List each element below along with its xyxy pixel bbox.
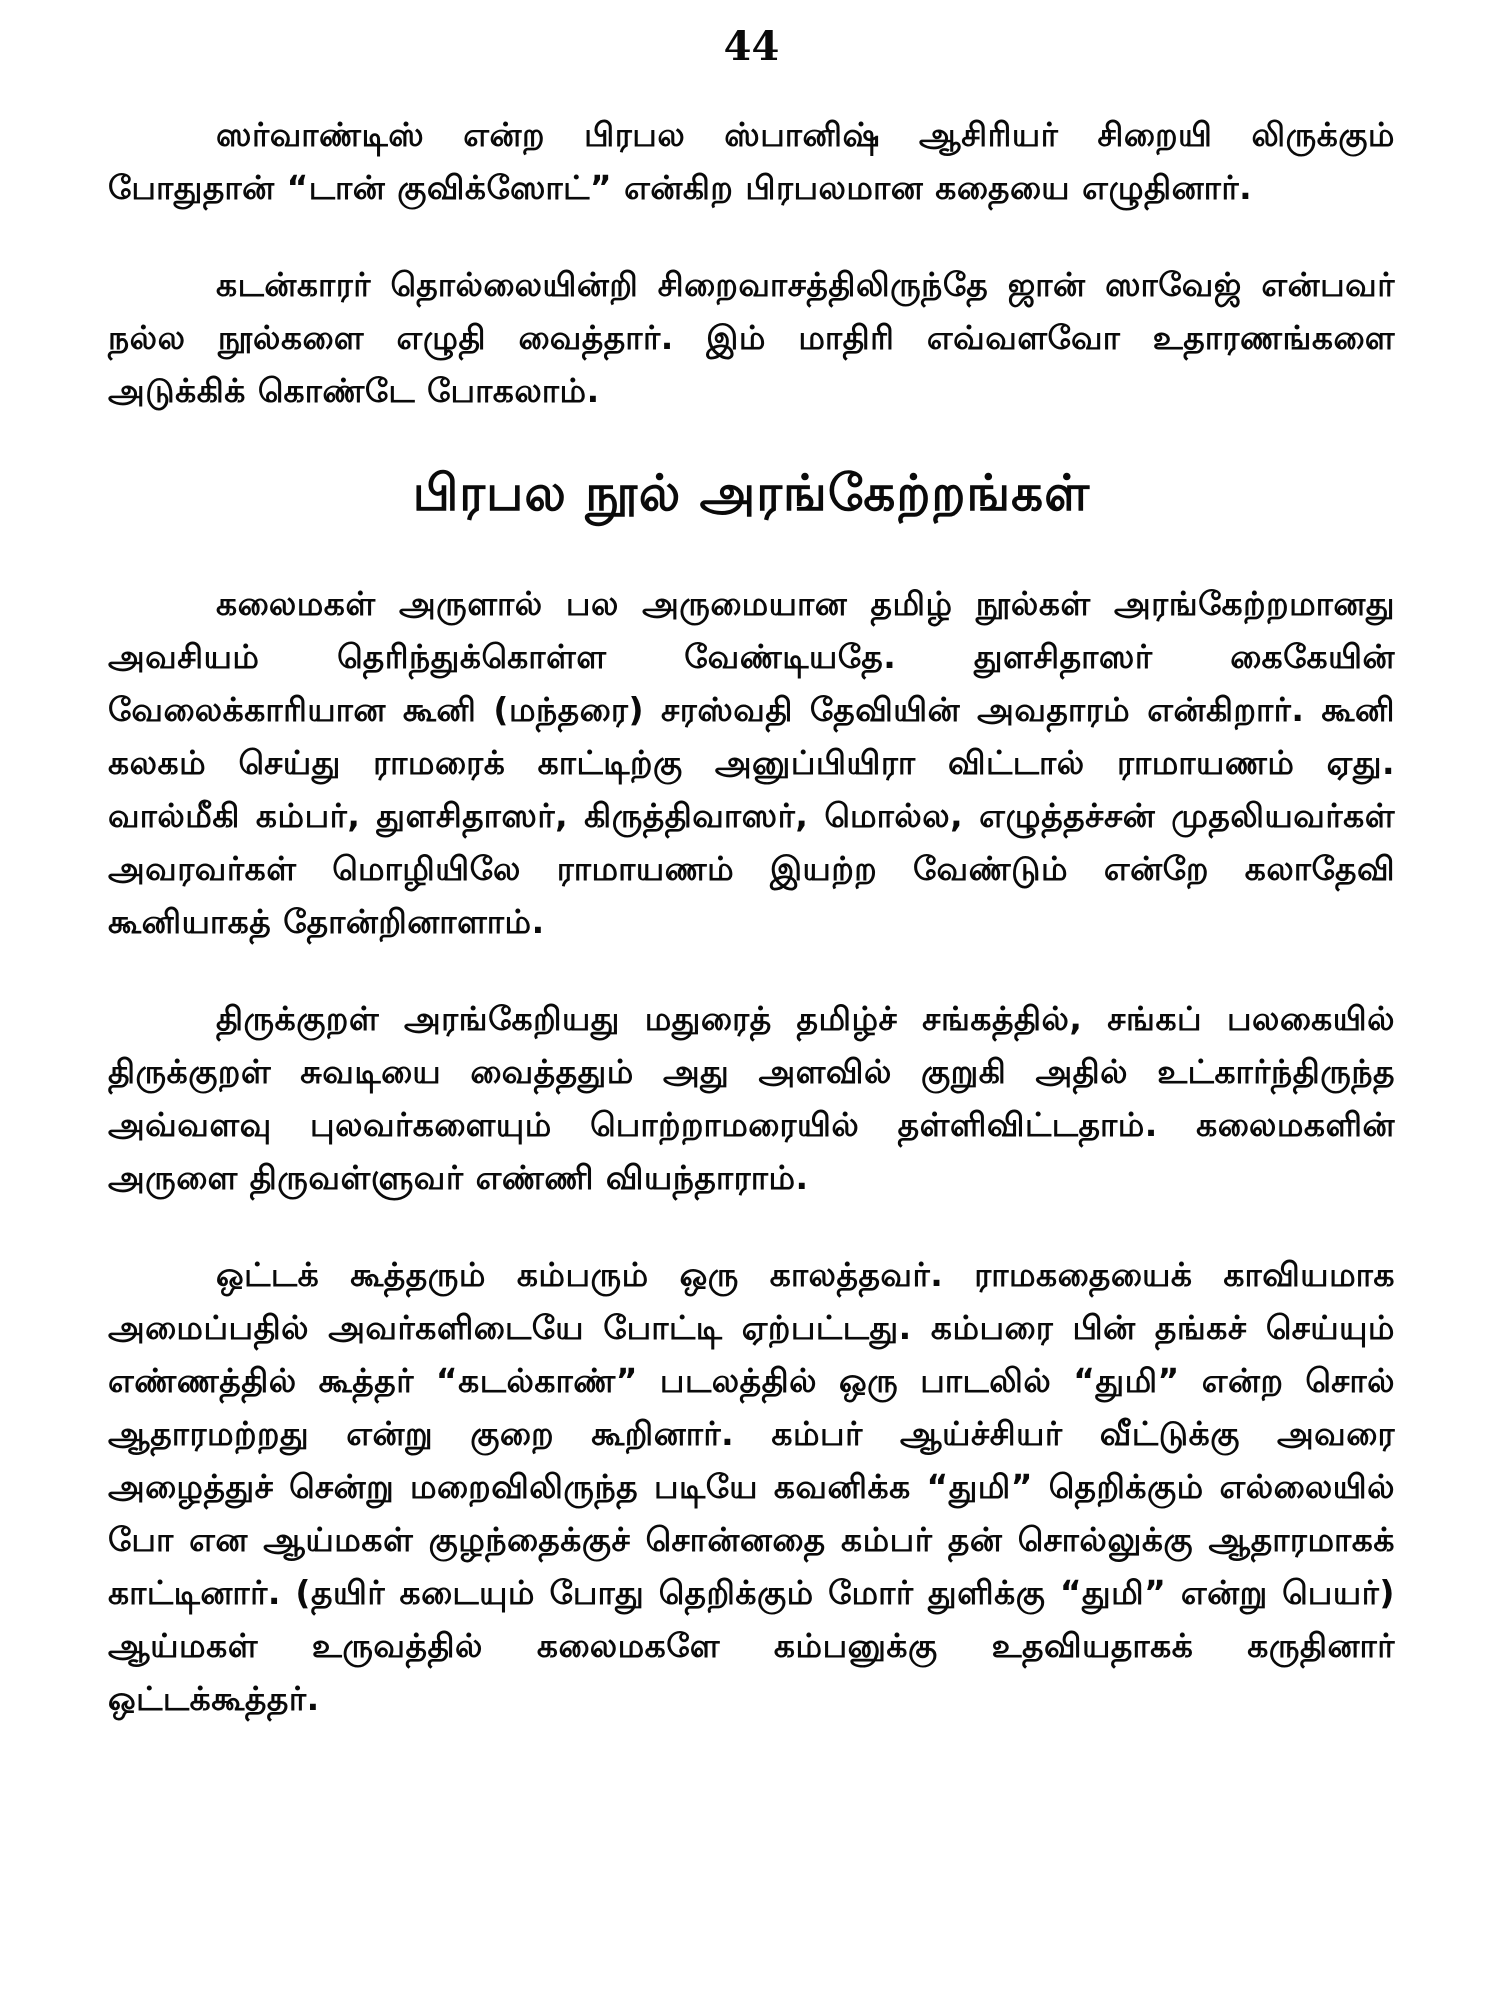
section-heading: பிரபல நூல் அரங்கேற்றங்கள் [412,464,1091,522]
paragraph-thirukkural: திருக்குறள் அரங்கேறியது மதுரைத் தமிழ்ச் சங்கத்தில், சங்கப் பலகையில் திருக்குறள் சுவடியை வைத்ததும் அது அளவில் குறுகி அதில் உட்கார்ந்திருந்த அவ்வளவு புலவர்களையும் பொற்றாமரையில் தள்ளிவிட்டதாம். கலைமகளின் அருளை திருவள்ளுவர் எண்ணி வியந்தாராம். [108,999,1395,1197]
page-number: 44 [723,23,780,70]
paragraph-john-savage: கடன்காரர் தொல்லையின்றி சிறைவாசத்திலிருந்தே ஜான் ஸாவேஜ் என்பவர் நல்ல நூல்களை எழுதி வைத்தார். இம் மாதிரி எவ்வளவோ உதாரணங்களை அடுக்கிக் கொண்டே போகலாம். [108,265,1395,410]
paragraph-ottakoothar: ஒட்டக் கூத்தரும் கம்பரும் ஒரு காலத்தவர். ராமகதையைக் காவியமாக அமைப்பதில் அவர்களிடையே போட்டி ஏற்பட்டது. கம்பரை பின் தங்கச் செய்யும் எண்ணத்தில் கூத்தர் “கடல்காண்” படலத்தில் ஒரு பாடலில் “துமி” என்ற சொல் ஆதாரமற்றது என்று குறை கூறினார். கம்பர் ஆய்ச்சியர் வீட்டுக்கு அவரை அழைத்துச் சென்று மறைவிலிருந்த படியே கவனிக்க “துமி” தெறிக்கும் எல்லையில் போ என ஆய்மகள் குழந்தைக்குச் சொன்னதை கம்பர் தன் சொல்லுக்கு ஆதாரமாகக் காட்டினார். (தயிர் கடையும் போது தெறிக்கும் மோர் துளிக்கு “துமி” என்று பெயர்) ஆய்மகள் உருவத்தில் கலைமகளே கம்பனுக்கு உதவியதாகக் கருதினார் ஒட்டக்கூத்தர். [108,1255,1395,1718]
paragraph-servantes: ஸர்வாண்டிஸ் என்ற பிரபல ஸ்பானிஷ் ஆசிரியர் சிறையி லிருக்கும் போதுதான் “டான் குவிக்ஸோட்” என்கிற பிரபலமான கதையை எழுதினார். [108,115,1395,207]
paragraph-koonie: கலைமகள் அருளால் பல அருமையான தமிழ் நூல்கள் அரங்கேற்றமானது அவசியம் தெரிந்துக்கொள்ள வேண்டியதே. துளசிதாஸர் கைகேயின் வேலைக்காரியான கூனி (மந்தரை) சரஸ்வதி தேவியின் அவதாரம் என்கிறார். கூனி கலகம் செய்து ராமரைக் காட்டிற்கு அனுப்பியிரா விட்டால் ராமாயணம் ஏது. வால்மீகி கம்பர், துளசிதாஸர், கிருத்திவாஸர், மொல்ல, எழுத்தச்சன் முதலியவர்கள் அவரவர்கள் மொழியிலே ராமாயணம் இயற்ற வேண்டும் என்றே கலாதேவி கூனியாகத் தோன்றினாளாம். [108,584,1395,941]
